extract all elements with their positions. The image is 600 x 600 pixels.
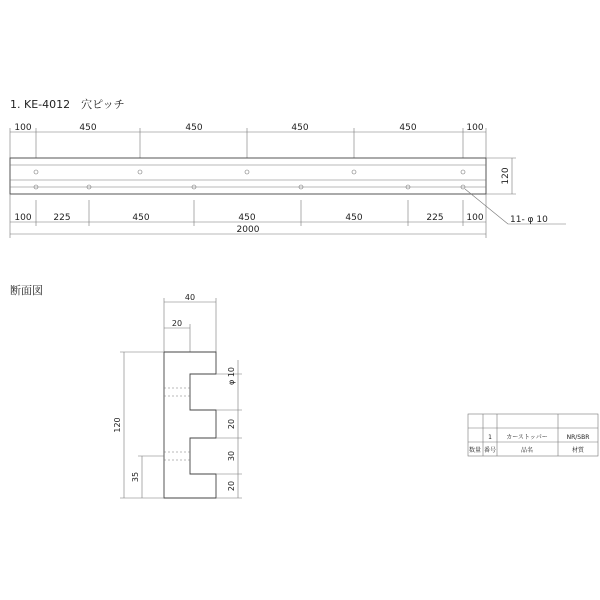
parts-row-no: 1 bbox=[488, 434, 492, 441]
section-dim-20b: 20 bbox=[227, 480, 236, 492]
height-dim-label: 120 bbox=[501, 167, 511, 185]
section-title: 断面図 bbox=[10, 284, 43, 297]
section-width-20: 20 bbox=[171, 319, 183, 328]
bottom-dim-4: 450 bbox=[238, 213, 256, 223]
hole-spec-label: 11- φ 10 bbox=[510, 215, 548, 225]
bottom-dim-2: 225 bbox=[53, 213, 71, 223]
section-height-120: 120 bbox=[113, 417, 122, 433]
section-hole-diameter: φ 10 bbox=[227, 367, 236, 385]
section-dim-35: 35 bbox=[131, 471, 140, 483]
bottom-dim-1: 100 bbox=[14, 213, 32, 223]
top-dim-1: 100 bbox=[14, 123, 32, 133]
top-dim-3: 450 bbox=[185, 123, 203, 133]
top-dim-4: 450 bbox=[291, 123, 309, 133]
top-dim-5: 450 bbox=[399, 123, 417, 133]
height-dimension bbox=[486, 158, 516, 194]
parts-table bbox=[468, 414, 598, 456]
parts-row-name: カーストッパー bbox=[506, 434, 548, 441]
top-dim-6: 100 bbox=[466, 123, 484, 133]
section-dim-30: 30 bbox=[227, 450, 236, 462]
top-dim-2: 450 bbox=[79, 123, 97, 133]
parts-row-material: NR/SBR bbox=[566, 434, 590, 441]
section-width-40: 40 bbox=[184, 293, 196, 302]
top-dimension-chain bbox=[10, 123, 486, 158]
bottom-dim-7: 100 bbox=[466, 213, 484, 223]
cross-section-view bbox=[113, 293, 242, 498]
parts-header-name: 品名 bbox=[520, 447, 534, 454]
section-dim-20a: 20 bbox=[227, 418, 236, 430]
bottom-dim-3: 450 bbox=[132, 213, 150, 223]
bottom-dim-6: 225 bbox=[426, 213, 444, 223]
parts-header-qty: 数量 bbox=[468, 447, 482, 454]
parts-header-material: 材質 bbox=[571, 447, 585, 454]
bottom-dimension-chain bbox=[10, 194, 486, 238]
drawing-title: 1. KE-4012 穴ピッチ bbox=[10, 98, 125, 111]
bottom-dim-5: 450 bbox=[345, 213, 363, 223]
plan-view-bar bbox=[10, 158, 486, 194]
total-length-label: 2000 bbox=[236, 225, 260, 235]
parts-header-no: 番号 bbox=[483, 447, 497, 454]
